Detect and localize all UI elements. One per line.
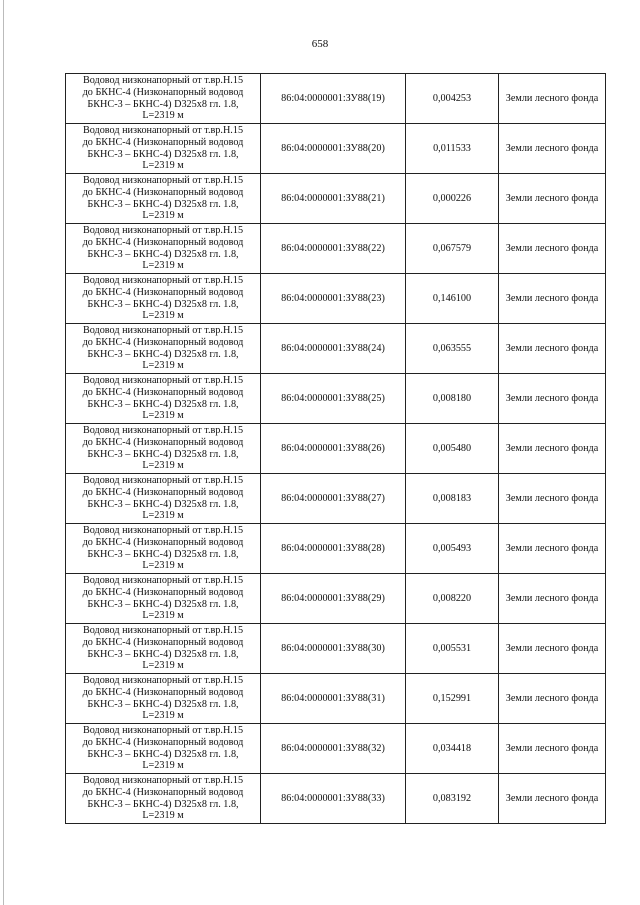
object-name-line: до БКНС-4 (Низконапорный водовод — [82, 636, 244, 648]
object-name-line: до БКНС-4 (Низконапорный водовод — [82, 236, 244, 248]
object-name-line: Водовод низконапорный от т.вр.Н.15 — [82, 674, 244, 686]
object-name-cell — [66, 174, 261, 224]
cadastral-number-cell: 86:04:0000001:ЗУ88(22) — [261, 224, 406, 274]
table-row — [66, 224, 606, 274]
scan-edge-line — [3, 0, 4, 905]
object-name-line: БКНС-3 – БКНС-4) D325x8 гл. 1.8, — [87, 498, 239, 510]
cadastral-number-cell: 86:04:0000001:ЗУ88(29) — [261, 574, 406, 624]
table-body — [66, 74, 606, 824]
land-category-cell: Земли лесного фонда — [499, 674, 606, 724]
object-name-cell — [66, 724, 261, 774]
land-category-cell: Земли лесного фонда — [499, 174, 606, 224]
cadastral-number-cell: 86:04:0000001:ЗУ88(33) — [261, 774, 406, 824]
land-category-cell: Земли лесного фонда — [499, 774, 606, 824]
object-name-line: L=2319 м — [142, 710, 184, 722]
object-name-cell — [66, 74, 261, 124]
object-name-line: БКНС-3 – БКНС-4) D325x8 гл. 1.8, — [87, 798, 239, 810]
object-name-line: L=2319 м — [142, 760, 184, 772]
object-name-line: L=2319 м — [142, 510, 184, 522]
object-name-line: до БКНС-4 (Низконапорный водовод — [82, 486, 244, 498]
area-cell: 0,067579 — [406, 224, 499, 274]
object-name-line: БКНС-3 – БКНС-4) D325x8 гл. 1.8, — [87, 398, 239, 410]
cadastral-number-cell: 86:04:0000001:ЗУ88(32) — [261, 724, 406, 774]
object-name-line: L=2319 м — [142, 360, 184, 372]
object-name-cell — [66, 574, 261, 624]
page-number: 658 — [311, 38, 329, 50]
object-name-line: до БКНС-4 (Низконапорный водовод — [82, 386, 244, 398]
object-name-line: Водовод низконапорный от т.вр.Н.15 — [82, 424, 244, 436]
table-row — [66, 274, 606, 324]
area-cell: 0,152991 — [406, 674, 499, 724]
table-row — [66, 374, 606, 424]
object-name-line: Водовод низконапорный от т.вр.Н.15 — [82, 224, 244, 236]
object-name-line: L=2319 м — [142, 210, 184, 222]
land-category-cell: Земли лесного фонда — [499, 74, 606, 124]
object-name-line: до БКНС-4 (Низконапорный водовод — [82, 436, 244, 448]
table-row — [66, 124, 606, 174]
land-category-cell: Земли лесного фонда — [499, 474, 606, 524]
cadastral-number-cell: 86:04:0000001:ЗУ88(24) — [261, 324, 406, 374]
object-name-line: Водовод низконапорный от т.вр.Н.15 — [82, 174, 244, 186]
object-name-cell — [66, 274, 261, 324]
object-name-line: Водовод низконапорный от т.вр.Н.15 — [82, 574, 244, 586]
table-row — [66, 474, 606, 524]
object-name-line: L=2319 м — [142, 110, 184, 122]
object-name-line: L=2319 м — [142, 260, 184, 272]
area-cell: 0,063555 — [406, 324, 499, 374]
object-name-line: до БКНС-4 (Низконапорный водовод — [82, 786, 244, 798]
area-cell: 0,004253 — [406, 74, 499, 124]
object-name-line: до БКНС-4 (Низконапорный водовод — [82, 536, 244, 548]
land-category-cell: Земли лесного фонда — [499, 724, 606, 774]
object-name-line: Водовод низконапорный от т.вр.Н.15 — [82, 274, 244, 286]
object-name-line: L=2319 м — [142, 310, 184, 322]
object-name-line: Водовод низконапорный от т.вр.Н.15 — [82, 324, 244, 336]
object-name-cell — [66, 374, 261, 424]
object-name-cell — [66, 124, 261, 174]
object-name-line: БКНС-3 – БКНС-4) D325x8 гл. 1.8, — [87, 198, 239, 210]
table-row — [66, 524, 606, 574]
area-cell: 0,005480 — [406, 424, 499, 474]
object-name-line: L=2319 м — [142, 460, 184, 472]
land-category-cell: Земли лесного фонда — [499, 624, 606, 674]
cadastral-number-cell: 86:04:0000001:ЗУ88(28) — [261, 524, 406, 574]
object-name-cell — [66, 474, 261, 524]
cadastral-number-cell: 86:04:0000001:ЗУ88(21) — [261, 174, 406, 224]
area-cell: 0,034418 — [406, 724, 499, 774]
area-cell: 0,008183 — [406, 474, 499, 524]
object-name-cell — [66, 224, 261, 274]
object-name-line: L=2319 м — [142, 610, 184, 622]
object-name-line: L=2319 м — [142, 560, 184, 572]
object-name-line: БКНС-3 – БКНС-4) D325x8 гл. 1.8, — [87, 648, 239, 660]
object-name-line: БКНС-3 – БКНС-4) D325x8 гл. 1.8, — [87, 248, 239, 260]
object-name-line: до БКНС-4 (Низконапорный водовод — [82, 136, 244, 148]
object-name-line: L=2319 м — [142, 810, 184, 822]
object-name-line: БКНС-3 – БКНС-4) D325x8 гл. 1.8, — [87, 598, 239, 610]
cadastral-number-cell: 86:04:0000001:ЗУ88(31) — [261, 674, 406, 724]
table-row — [66, 674, 606, 724]
object-name-cell — [66, 524, 261, 574]
object-name-line: L=2319 м — [142, 410, 184, 422]
object-name-line: БКНС-3 – БКНС-4) D325x8 гл. 1.8, — [87, 148, 239, 160]
table-row — [66, 574, 606, 624]
cadastral-number-cell: 86:04:0000001:ЗУ88(25) — [261, 374, 406, 424]
object-name-line: БКНС-3 – БКНС-4) D325x8 гл. 1.8, — [87, 448, 239, 460]
cadastral-number-cell: 86:04:0000001:ЗУ88(20) — [261, 124, 406, 174]
land-category-cell: Земли лесного фонда — [499, 324, 606, 374]
table-row — [66, 174, 606, 224]
table-row — [66, 724, 606, 774]
land-category-cell: Земли лесного фонда — [499, 524, 606, 574]
table-row — [66, 74, 606, 124]
object-name-line: до БКНС-4 (Низконапорный водовод — [82, 336, 244, 348]
object-name-line: Водовод низконапорный от т.вр.Н.15 — [82, 474, 244, 486]
object-name-line: Водовод низконапорный от т.вр.Н.15 — [82, 524, 244, 536]
object-name-line: БКНС-3 – БКНС-4) D325x8 гл. 1.8, — [87, 98, 239, 110]
object-name-line: до БКНС-4 (Низконапорный водовод — [82, 286, 244, 298]
object-name-line: БКНС-3 – БКНС-4) D325x8 гл. 1.8, — [87, 548, 239, 560]
object-name-line: до БКНС-4 (Низконапорный водовод — [82, 736, 244, 748]
land-category-cell: Земли лесного фонда — [499, 224, 606, 274]
object-name-line: L=2319 м — [142, 160, 184, 172]
object-name-line: до БКНС-4 (Низконапорный водовод — [82, 686, 244, 698]
area-cell: 0,008220 — [406, 574, 499, 624]
object-name-cell — [66, 624, 261, 674]
object-name-cell — [66, 774, 261, 824]
cadastral-number-cell: 86:04:0000001:ЗУ88(26) — [261, 424, 406, 474]
area-cell: 0,000226 — [406, 174, 499, 224]
object-name-line: Водовод низконапорный от т.вр.Н.15 — [82, 624, 244, 636]
area-cell: 0,011533 — [406, 124, 499, 174]
object-name-line: БКНС-3 – БКНС-4) D325x8 гл. 1.8, — [87, 348, 239, 360]
object-name-cell — [66, 424, 261, 474]
area-cell: 0,146100 — [406, 274, 499, 324]
cadastral-number-cell: 86:04:0000001:ЗУ88(19) — [261, 74, 406, 124]
object-name-line: до БКНС-4 (Низконапорный водовод — [82, 586, 244, 598]
cadastral-number-cell: 86:04:0000001:ЗУ88(27) — [261, 474, 406, 524]
object-name-line: до БКНС-4 (Низконапорный водовод — [82, 86, 244, 98]
object-name-line: до БКНС-4 (Низконапорный водовод — [82, 186, 244, 198]
table-row — [66, 624, 606, 674]
land-category-cell: Земли лесного фонда — [499, 374, 606, 424]
object-name-line: БКНС-3 – БКНС-4) D325x8 гл. 1.8, — [87, 298, 239, 310]
object-name-line: БКНС-3 – БКНС-4) D325x8 гл. 1.8, — [87, 748, 239, 760]
object-name-cell — [66, 674, 261, 724]
object-name-line: Водовод низконапорный от т.вр.Н.15 — [82, 124, 244, 136]
cadastral-number-cell: 86:04:0000001:ЗУ88(23) — [261, 274, 406, 324]
table-row — [66, 774, 606, 824]
area-cell: 0,005493 — [406, 524, 499, 574]
object-name-line: Водовод низконапорный от т.вр.Н.15 — [82, 724, 244, 736]
land-category-cell: Земли лесного фонда — [499, 424, 606, 474]
object-name-line: Водовод низконапорный от т.вр.Н.15 — [82, 774, 244, 786]
object-name-line: Водовод низконапорный от т.вр.Н.15 — [82, 374, 244, 386]
object-name-line: Водовод низконапорный от т.вр.Н.15 — [82, 74, 244, 86]
area-cell: 0,008180 — [406, 374, 499, 424]
table-row — [66, 424, 606, 474]
table-row — [66, 324, 606, 374]
object-name-line: L=2319 м — [142, 660, 184, 672]
object-name-line: БКНС-3 – БКНС-4) D325x8 гл. 1.8, — [87, 698, 239, 710]
cadastral-number-cell: 86:04:0000001:ЗУ88(30) — [261, 624, 406, 674]
area-cell: 0,083192 — [406, 774, 499, 824]
land-category-cell: Земли лесного фонда — [499, 574, 606, 624]
land-category-cell: Земли лесного фонда — [499, 274, 606, 324]
land-category-cell: Земли лесного фонда — [499, 124, 606, 174]
land-plots-table — [65, 73, 606, 824]
area-cell: 0,005531 — [406, 624, 499, 674]
object-name-cell — [66, 324, 261, 374]
